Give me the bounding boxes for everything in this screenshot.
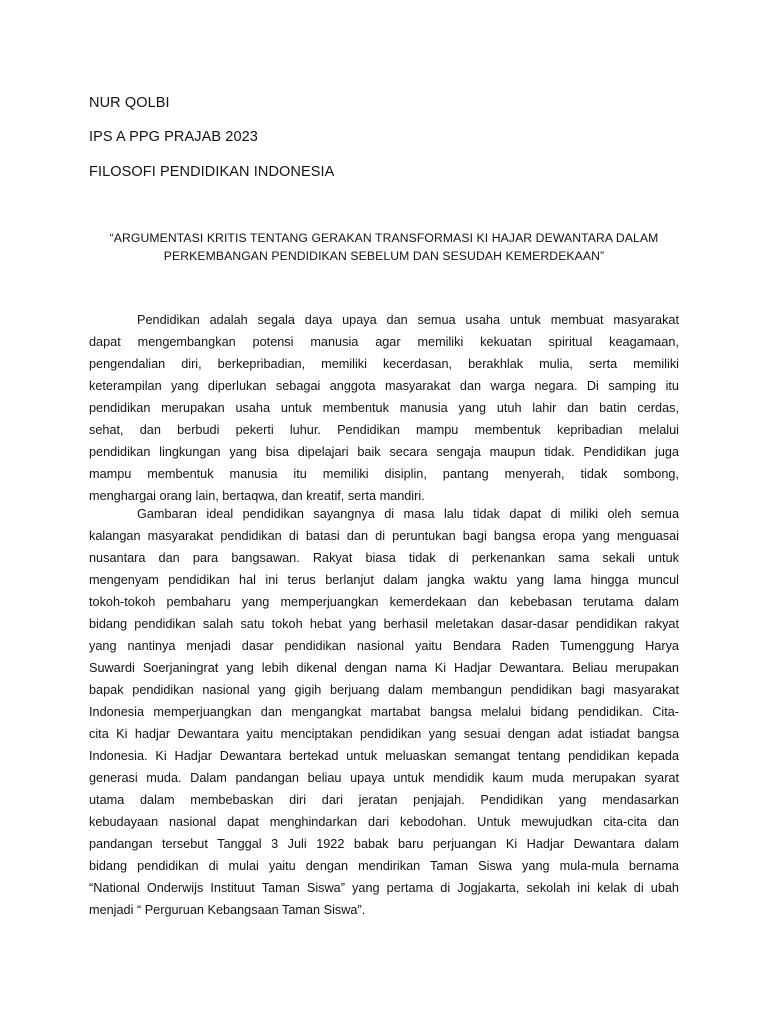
paragraph-line: Suwardi Soerjaningrat yang lebih dikenal dengan nama Ki Hadjar Dewantara. Beliau merupakan (89, 661, 679, 675)
essay-title-line: “ARGUMENTASI KRITIS TENTANG GERAKAN TRANSFORMASI KI HAJAR DEWANTARA DALAM (109, 231, 659, 245)
paragraph-line: cita Ki hadjar Dewantara yaitu menciptakan pendidikan yang sesuai dengan adat istiadat bangsa (89, 727, 679, 741)
course-title: FILOSOFI PENDIDIKAN INDONESIA (89, 164, 335, 180)
paragraph-line: nusantara dan para bangsawan. Rakyat biasa tidak di perkenankan sama sekali untuk (89, 551, 679, 565)
paragraph-line: yang nantinya menjadi dasar pendidikan nasional yaitu Bendara Raden Tumenggung Harya (89, 639, 679, 653)
author-class: IPS A PPG PRAJAB 2023 (89, 129, 258, 145)
paragraph-line: utama dalam membebaskan diri dari jeratan penjajah. Pendidikan yang mendasarkan (89, 793, 679, 807)
paragraph-line: generasi muda. Dalam pandangan beliau upaya untuk mendidik kaum muda merupakan syarat (89, 771, 679, 785)
paragraph-line: kebudayaan nasional dapat menghindarkan dari kebodohan. Untuk mewujudkan cita-cita dan (89, 815, 679, 829)
paragraph-line: bidang pendidikan salah satu tokoh hebat yang berhasil meletakan dasar-dasar pendidikan rakyat (89, 617, 679, 631)
paragraph-line: mengenyam pendidikan hal ini terus berlanjut dalam jangka waktu yang lama hingga muncul (89, 573, 679, 587)
paragraph-line: pandangan tersebut Tanggal 3 Juli 1922 babak baru perjuangan Ki Hadjar Dewantara dalam (89, 837, 679, 851)
paragraph-line: pendidikan lingkungan yang bisa dipelajari baik secara sengaja maupun tidak. Pendidikan juga (89, 445, 679, 459)
essay-title-line: PERKEMBANGAN PENDIDIKAN SEBELUM DAN SESUDAH KEMERDEKAAN” (163, 249, 605, 263)
paragraph-line: pengendalian diri, berkepribadian, memiliki kecerdasan, berakhlak mulia, serta memiliki (89, 357, 679, 371)
paragraph-line: tokoh-tokoh pembaharu yang memperjuangkan kemerdekaan dan kebebasan terutama dalam (89, 595, 679, 609)
author-name: NUR QOLBI (89, 95, 170, 111)
paragraph-line: menjadi “ Perguruan Kebangsaan Taman Siswa”. (89, 903, 366, 917)
paragraph-line: keterampilan yang diperlukan sebagai anggota masyarakat dan warga negara. Di samping itu (89, 379, 679, 393)
paragraph-line: bapak pendidikan nasional yang gigih berjuang dalam membangun pendidikan bagi masyarakat (89, 683, 679, 697)
paragraph-2 (89, 503, 679, 921)
paragraph-line: Indonesia memperjuangkan dan mengangkat martabat bangsa melalui bidang pendidikan. Cita- (89, 705, 679, 719)
paragraph-line: bidang pendidikan di mulai yaitu dengan mendirikan Taman Siswa yang mula-mula bernama (89, 859, 679, 873)
paragraph-line: kalangan masyarakat pendidikan di batasi dan di peruntukan bagi bangsa eropa yang menguasai (89, 529, 679, 543)
paragraph-line: “National Onderwijs Instituut Taman Siswa” yang pertama di Jogjakarta, sekolah ini kelak di ubah (89, 881, 679, 895)
paragraph-line: Indonesia. Ki Hadjar Dewantara bertekad untuk meluaskan semangat tentang pendidikan kepada (89, 749, 679, 763)
paragraph-line: pendidikan merupakan usaha untuk membentuk manusia yang utuh lahir dan batin cerdas, (89, 401, 679, 415)
paragraph-line: dapat mengembangkan potensi manusia agar memiliki kekuatan spiritual keagamaan, (89, 335, 679, 349)
paragraph-line: sehat, dan berbudi pekerti luhur. Pendidikan mampu membentuk kepribadian melalui (89, 423, 679, 437)
paragraph-line: menghargai orang lain, bertaqwa, dan kreatif, serta mandiri. (89, 489, 425, 503)
paragraph-1 (89, 309, 679, 507)
essay-title (89, 229, 679, 265)
paragraph-line: mampu membentuk manusia itu memiliki disiplin, pantang menyerah, tidak sombong, (89, 467, 679, 481)
paragraph-line: Gambaran ideal pendidikan sayangnya di masa lalu tidak dapat di miliki oleh semua (137, 507, 679, 521)
paragraph-line: Pendidikan adalah segala daya upaya dan semua usaha untuk membuat masyarakat (137, 313, 679, 327)
